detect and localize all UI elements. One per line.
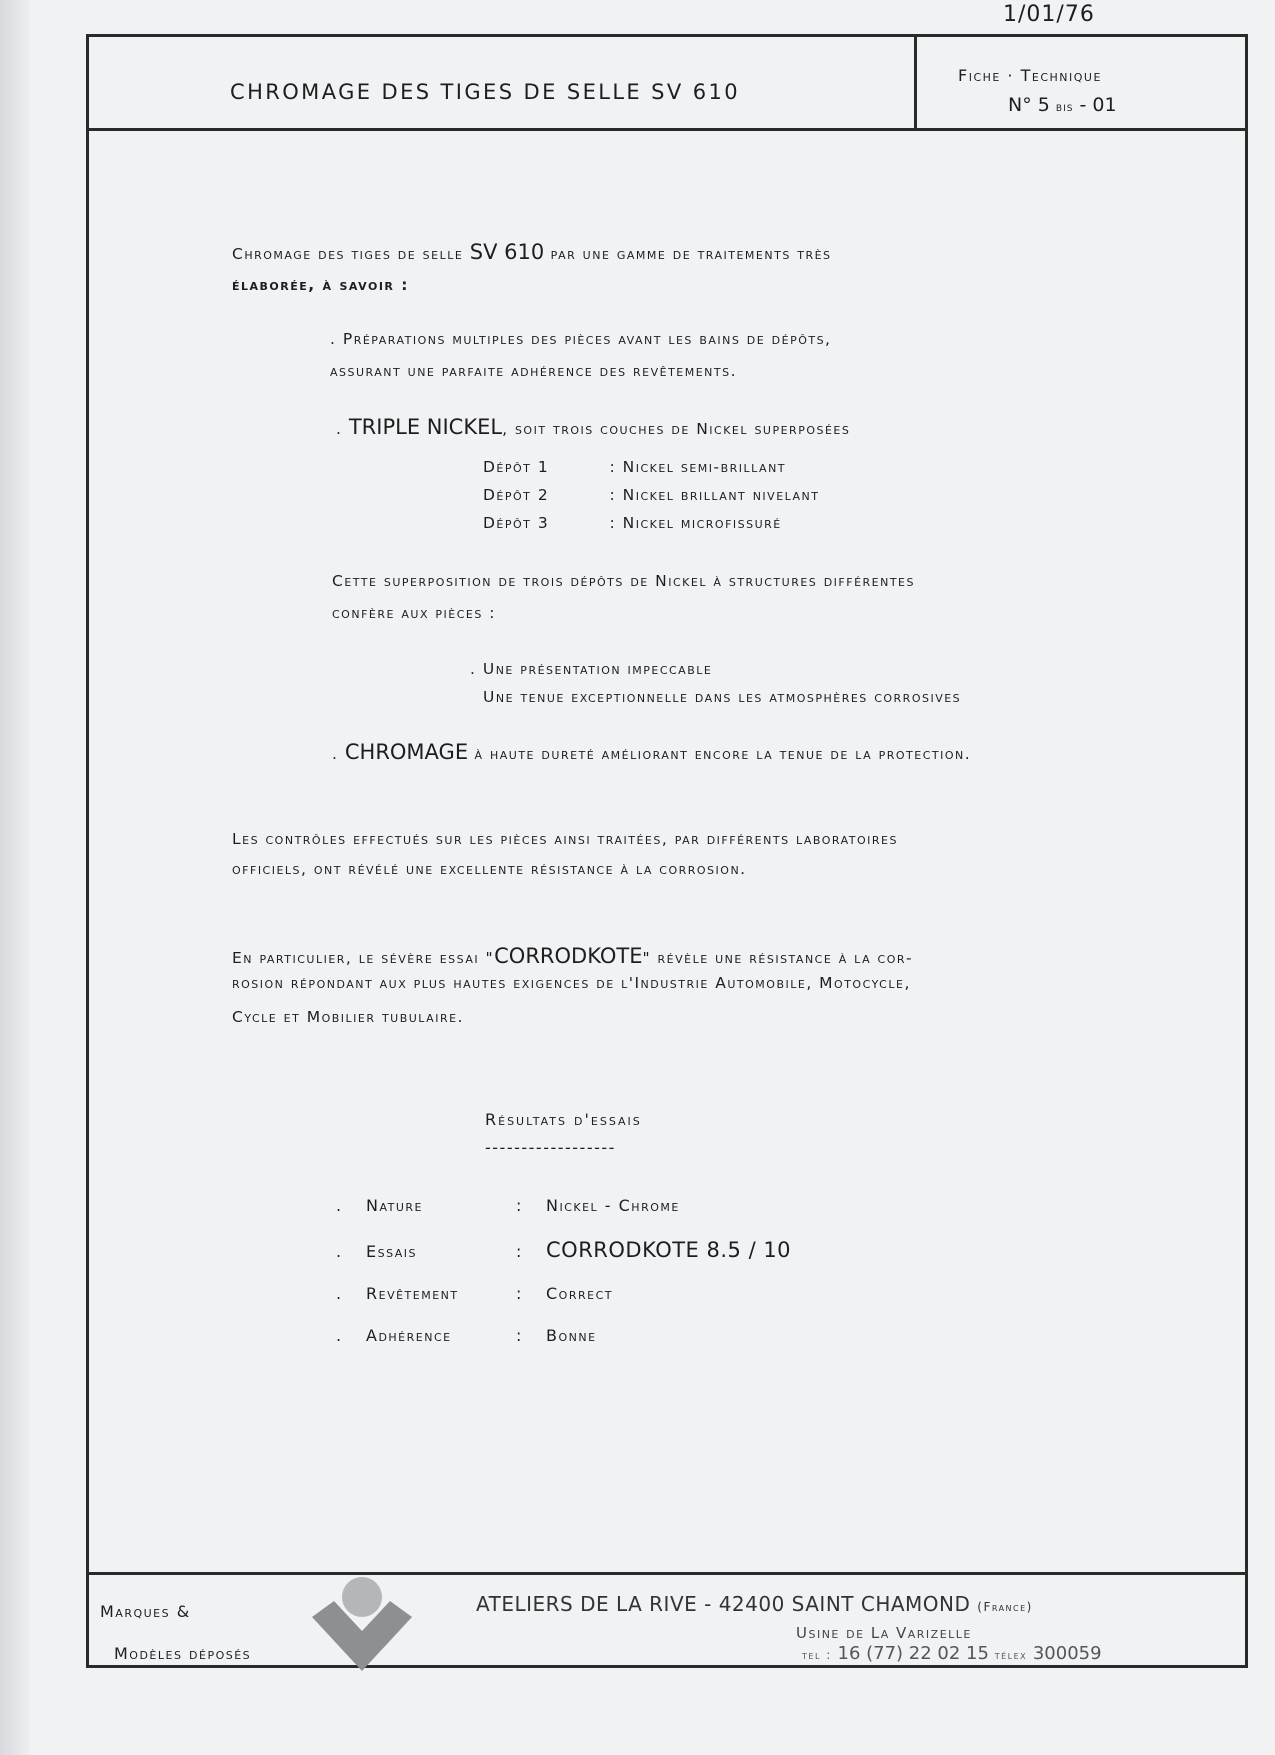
- bullet: .: [336, 1196, 343, 1215]
- result-separator: :: [516, 1326, 523, 1345]
- triple-nickel-emphasis: TRIPLE NICKEL: [348, 415, 503, 439]
- chromage-line: [332, 740, 971, 764]
- result-separator: :: [516, 1196, 523, 1215]
- result-label: Revêtement: [366, 1284, 459, 1303]
- benefit-item-1: . Une présentation impeccable: [470, 660, 713, 678]
- fiche-number: [1008, 94, 1117, 116]
- corrodkote-line-1: [232, 944, 913, 968]
- corrodkote-text-cont: " révèle une résistance à la cor-: [642, 949, 914, 967]
- bullet: .: [332, 745, 345, 763]
- result-value: Correct: [546, 1284, 613, 1303]
- scan-shadow: [0, 0, 30, 1755]
- chromage-rest: à haute dureté améliorant encore la tenue de la protection.: [468, 745, 972, 763]
- results-row: [336, 1196, 680, 1215]
- fiche-number-prefix: N° 5: [1008, 94, 1050, 116]
- corrodkote-line-2: rosion répondant aux plus hautes exigences de l'Industrie Automobile, Motocycle,: [232, 974, 911, 992]
- results-row: [336, 1238, 791, 1262]
- corrodkote-emphasis: CORRODKOTE: [494, 944, 643, 968]
- result-label: Adhérence: [366, 1326, 452, 1345]
- bullet: .: [336, 1242, 343, 1261]
- result-separator: :: [516, 1284, 523, 1303]
- deposit-label: Dépôt 2: [483, 486, 550, 504]
- fiche-number-suffix: - 01: [1079, 94, 1117, 116]
- controles-line-2: officiels, ont révélé une excellente résistance à la corrosion.: [232, 860, 747, 878]
- document-title: CHROMAGE DES TIGES DE SELLE SV 610: [230, 80, 741, 104]
- preparations-line-1: . Préparations multiples des pièces avant les bains de dépôts,: [330, 330, 832, 348]
- deposit-value: Nickel brillant nivelant: [622, 486, 820, 504]
- tel-label: tel :: [802, 1648, 832, 1662]
- contact-line: [802, 1643, 1102, 1664]
- result-separator: :: [516, 1242, 523, 1261]
- header-divider: [86, 128, 1248, 131]
- results-title: Résultats d'essais: [485, 1110, 642, 1129]
- deposit-row: [483, 458, 786, 476]
- deposit-label: Dépôt 1: [483, 458, 550, 476]
- deposit-row: [483, 486, 820, 504]
- telex-label: télex: [994, 1648, 1028, 1662]
- triple-nickel-line: [336, 415, 850, 439]
- company-address: [476, 1592, 1033, 1616]
- triple-nickel-rest: , soit trois couches de Nickel superposées: [502, 420, 851, 438]
- header-vertical-divider: [914, 34, 917, 130]
- deposit-separator: :: [609, 514, 617, 532]
- chromage-emphasis: CHROMAGE: [344, 740, 469, 764]
- bullet: .: [336, 1326, 343, 1345]
- corrodkote-text: En particulier, le sévère essai ": [232, 949, 495, 967]
- intro-text: Chromage des tiges de selle: [232, 245, 464, 263]
- document-date: 1/01/76: [1003, 2, 1095, 27]
- deposit-label: Dépôt 3: [483, 514, 550, 532]
- benefit-item-2: Une tenue exceptionnelle dans les atmosphères corrosives: [483, 688, 962, 706]
- bullet: .: [336, 1284, 343, 1303]
- corrodkote-line-3: Cycle et Mobilier tubulaire.: [232, 1008, 464, 1026]
- model-code: SV 610: [469, 240, 545, 264]
- intro-text-cont: par une gamme de traitements très: [550, 245, 832, 263]
- controles-line-1: Les contrôles effectués sur les pièces ainsi traitées, par différents laboratoires: [232, 830, 898, 848]
- superposition-line-2: confère aux pièces :: [332, 604, 496, 622]
- modeles-deposes-label: Modèles déposés: [114, 1644, 252, 1663]
- result-value: Nickel - Chrome: [546, 1196, 680, 1215]
- results-row: [336, 1284, 613, 1303]
- deposit-separator: :: [609, 458, 617, 476]
- intro-line-2: élaborée, à savoir :: [232, 276, 409, 294]
- company-name: ATELIERS DE LA RIVE - 42400 SAINT CHAMOND: [476, 1592, 971, 1616]
- company-logo-icon: [312, 1575, 412, 1675]
- deposit-value: Nickel semi-brillant: [622, 458, 787, 476]
- tel-number: 16 (77) 22 02 15: [837, 1643, 989, 1664]
- country: (France): [977, 1600, 1033, 1614]
- fiche-number-bis: bis: [1055, 100, 1074, 115]
- results-row: [336, 1326, 597, 1345]
- factory-name: Usine de La Varizelle: [796, 1624, 972, 1642]
- deposit-separator: :: [609, 486, 617, 504]
- marques-label: Marques &: [100, 1602, 191, 1621]
- result-label: Essais: [366, 1242, 418, 1261]
- footer-divider: [86, 1572, 1248, 1575]
- superposition-line-1: Cette superposition de trois dépôts de Nickel à structures différentes: [332, 572, 915, 590]
- bullet: .: [336, 420, 349, 438]
- result-value: Bonne: [546, 1326, 597, 1345]
- deposit-row: [483, 514, 782, 532]
- intro-line-1: [232, 240, 832, 264]
- deposit-value: Nickel microfissuré: [622, 514, 782, 532]
- telex-number: 300059: [1032, 1643, 1102, 1664]
- results-underline: ------------------: [485, 1138, 616, 1157]
- fiche-technique-label: Fiche · Technique: [958, 66, 1102, 85]
- preparations-line-2: assurant une parfaite adhérence des revêtements.: [330, 362, 738, 380]
- result-value: CORRODKOTE 8.5 / 10: [546, 1238, 792, 1262]
- result-label: Nature: [366, 1196, 424, 1215]
